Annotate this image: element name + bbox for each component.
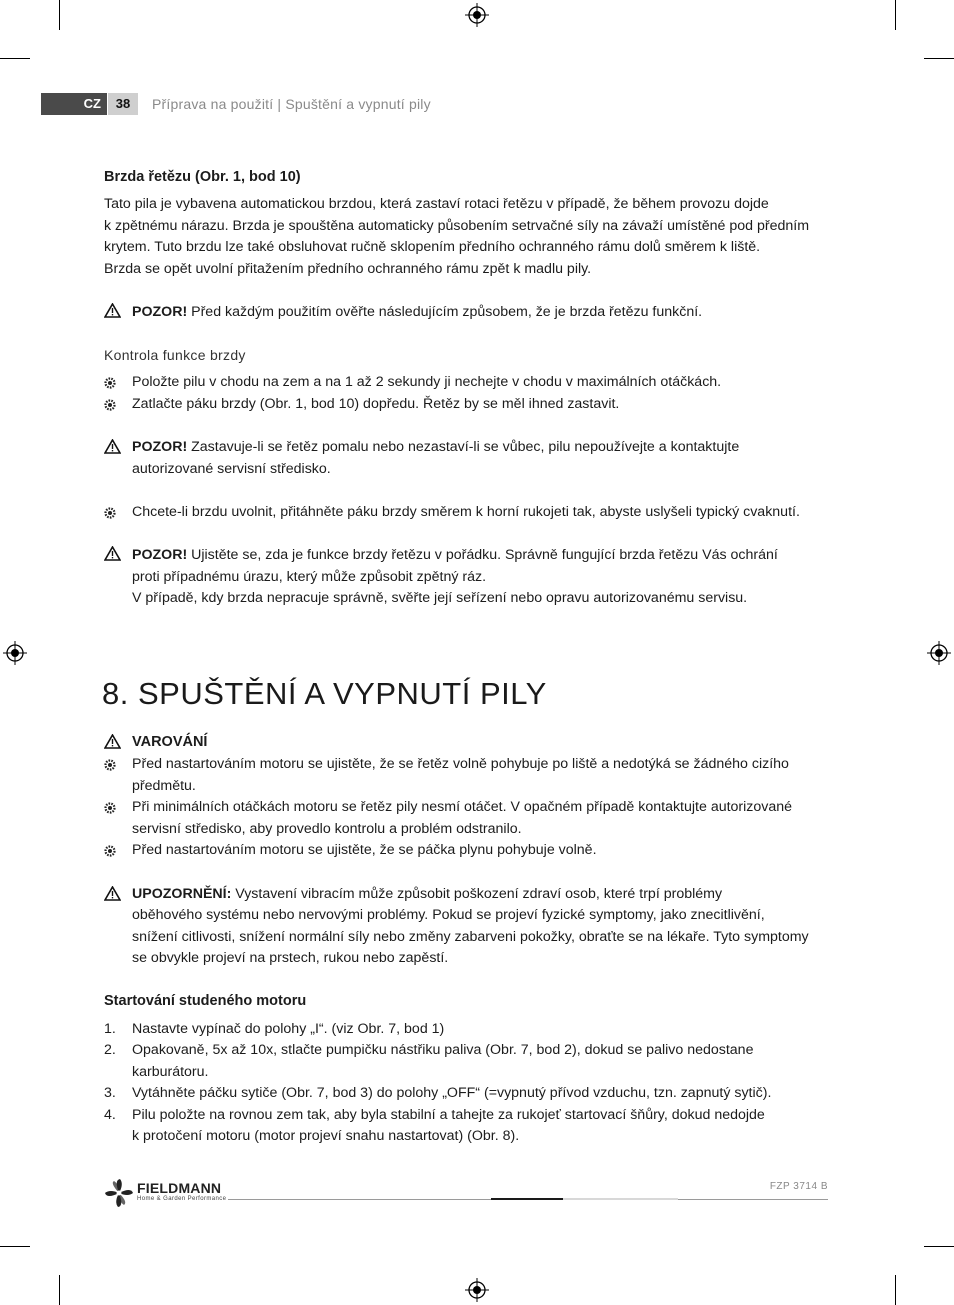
list-item: Chcete-li brzdu uvolnit, přitáhněte páku brzdy směrem k horní rukojeti tak, abyste uslyšeli typický cvaknutí. — [132, 504, 800, 520]
list-item: Zatlačte páku brzdy (Obr. 1, bod 10) dopředu. Řetěz by se měl ihned zastavit. — [132, 396, 620, 412]
list-item: Položte pilu v chodu na zem a na 1 až 2 sekundy ji nechejte v chodu v maximálních otáčkách. — [132, 374, 722, 390]
warning-heading: VAROVÁNÍ — [132, 734, 208, 750]
section-heading-brake: Brzda řetězu (Obr. 1, bod 10) — [104, 169, 301, 185]
warning-text — [132, 545, 834, 567]
warning-label: POZOR! — [132, 439, 188, 455]
brake-paragraph-line: Brzda se opět uvolní přitažením předního ochranného rámu zpět k madlu pily. — [104, 261, 592, 277]
brake-paragraph-line: krytem. Tuto brzdu lze také obsluhovat ručně sklopením předního ochranného rámu dolů směrem k liště. — [104, 239, 761, 255]
notice-text-line: oběhového systému nebo nervovými problémy. Pokud se projeví fyzické symptomy, jako znecitlivění, — [132, 907, 765, 923]
crop-mark — [59, 1275, 60, 1305]
list-item-continuation: předmětu. — [132, 778, 196, 794]
notice-text-line: snížení citlivosti, snížení normální síly nebo změny zabarveni pokožky, obraťte se na lékaře. Tyto symptomy — [132, 929, 809, 945]
warning-triangle-icon — [104, 303, 121, 318]
model-number: FZP 3714 B — [769, 1181, 828, 1192]
warning-body: Zastavuje-li se řetěz pomalu nebo nezastaví-li se vůbec, pilu nepoužívejte a kontaktujte — [187, 439, 740, 455]
warning-text-line: V případě, kdy brzda nepracuje správně, svěřte její seřízení nebo opravu autorizovanému servisu. — [132, 590, 748, 606]
fan-logo-icon — [104, 1178, 134, 1208]
notice-label: UPOZORNĚNÍ: — [132, 886, 232, 902]
gear-bullet-icon — [104, 802, 116, 814]
step-number: 3. — [104, 1085, 116, 1101]
step-text: Opakovaně, 5x až 10x, stlačte pumpičku nástřiku paliva (Obr. 7, bod 2), dokud se palivo nedostane — [132, 1042, 754, 1058]
warning-label: POZOR! — [132, 547, 188, 563]
registration-target-icon — [465, 1278, 489, 1302]
notice-text-line: se obvykle projeví na prstech, rukou nebo zapěstí. — [132, 950, 449, 966]
warning-text — [132, 437, 834, 459]
list-item: Před nastartováním motoru se ujistěte, že se páčka plynu pohybuje volně. — [132, 842, 597, 858]
gear-bullet-icon — [104, 845, 116, 857]
gear-bullet-icon — [104, 377, 116, 389]
list-item-continuation: servisní středisko, aby provedlo kontrolu a problém odstranilo. — [132, 821, 522, 837]
brake-paragraph-line: k zpětnému nárazu. Brzda je spouštěna automaticky působením setrvačné síly na závaží umístěné pod předním — [104, 218, 810, 234]
warning-text-line: proti případnému úrazu, který může způsobit zpětný ráz. — [132, 569, 487, 585]
gear-bullet-icon — [104, 399, 116, 411]
warning-triangle-icon — [104, 886, 121, 901]
step-number: 4. — [104, 1107, 116, 1123]
crop-mark — [0, 1246, 30, 1247]
footer-divider-accent — [491, 1198, 563, 1200]
step-text: Pilu položte na rovnou zem tak, aby byla stabilní a tahejte za rukojeť startovací šňůry, dokud nedojde — [132, 1107, 765, 1123]
warning-triangle-icon — [104, 734, 121, 749]
registration-target-icon — [3, 641, 27, 665]
registration-target-icon — [465, 3, 489, 27]
warning-text-line: autorizované servisní středisko. — [132, 461, 331, 477]
gear-bullet-icon — [104, 507, 116, 519]
step-number: 1. — [104, 1021, 116, 1037]
crop-mark — [924, 1246, 954, 1247]
list-item: Před nastartováním motoru se ujistěte, že se řetěz volně pohybuje po liště a nedotýká se žádného cizího — [132, 756, 789, 772]
list-item: Při minimálních otáčkách motoru se řetěz pily nesmí otáčet. V opačném případě kontaktujte autorizované — [132, 799, 793, 815]
crop-mark — [59, 0, 60, 30]
step-text-continuation: karburátoru. — [132, 1064, 209, 1080]
warning-label: POZOR! — [132, 304, 188, 320]
brand-logo-text: FIELDMANN — [137, 1180, 222, 1196]
notice-text — [132, 884, 834, 906]
warning-triangle-icon — [104, 546, 121, 561]
warning-body: Před každým použitím ověřte následujícím způsobem, že je brzda řetězu funkční. — [187, 304, 703, 320]
notice-body: Vystavení vibracím může způsobit poškození zdraví osob, které trpí problémy — [231, 886, 723, 902]
crop-mark — [924, 58, 954, 59]
step-number: 2. — [104, 1042, 116, 1058]
language-tab: CZ — [41, 93, 107, 115]
warning-body: Ujistěte se, zda je funkce brzdy řetězu v pořádku. Správně fungující brzda řetězu Vás ochrání — [187, 547, 778, 563]
crop-mark — [0, 58, 30, 59]
step-text: Nastavte vypínač do polohy „I“. (viz Obr. 7, bod 1) — [132, 1021, 445, 1037]
warning-triangle-icon — [104, 439, 121, 454]
brand-tagline: Home & Garden Performance — [137, 1196, 227, 1202]
step-text-continuation: k protočení motoru (motor projeví snahu nastartovat) (Obr. 8). — [132, 1128, 520, 1144]
crop-mark — [895, 0, 896, 30]
warning-text — [132, 302, 834, 324]
subheading-brake-check: Kontrola funkce brzdy — [104, 347, 246, 363]
running-header-title: Příprava na použití | Spuštění a vypnutí pily — [152, 96, 431, 112]
section-title: 8. SPUŠTĚNÍ A VYPNUTÍ PILY — [102, 676, 547, 711]
registration-target-icon — [927, 641, 951, 665]
footer-divider-accent — [563, 1198, 678, 1200]
page-number: 38 — [108, 93, 138, 115]
step-text: Vytáhněte páčku sytiče (Obr. 7, bod 3) do polohy „OFF“ (=vypnutý přívod vzduchu, tzn. zapnutý sytič). — [132, 1085, 772, 1101]
brake-paragraph-line: Tato pila je vybavena automatickou brzdou, která zastaví rotaci řetězu v případě, že během provozu dojde — [104, 196, 769, 212]
gear-bullet-icon — [104, 759, 116, 771]
crop-mark — [895, 1275, 896, 1305]
section-heading-cold-start: Startování studeného motoru — [104, 993, 307, 1009]
